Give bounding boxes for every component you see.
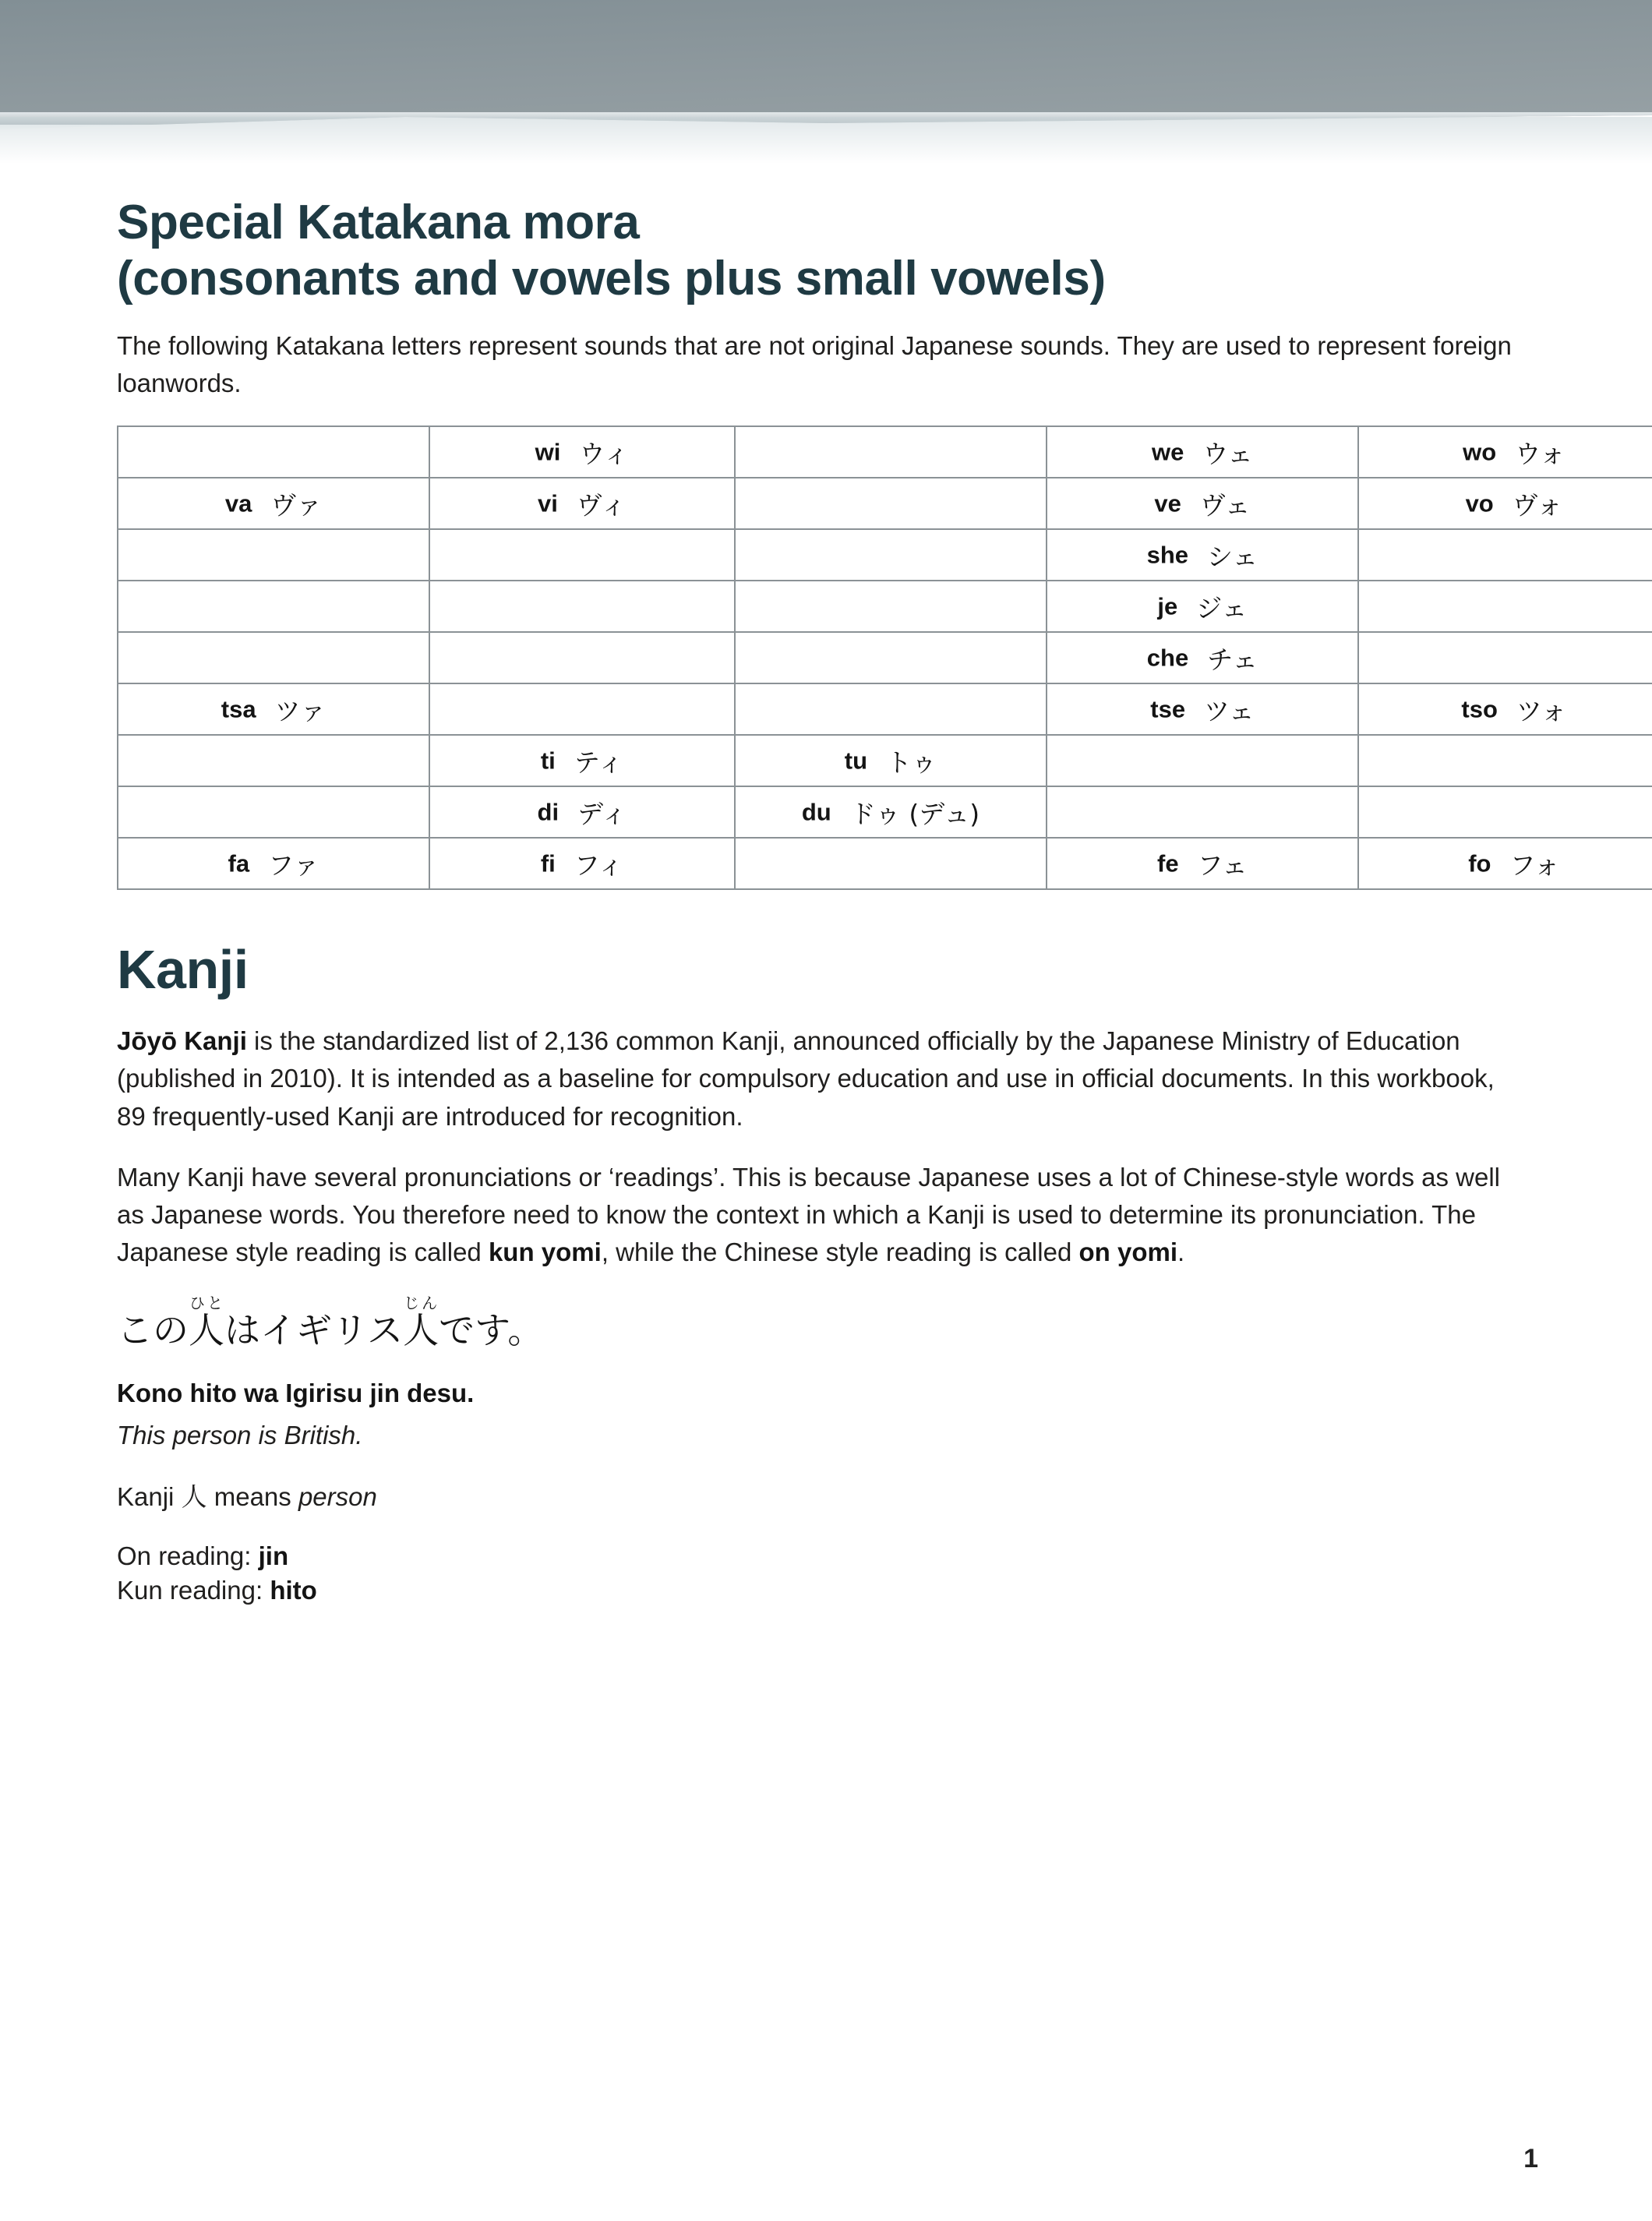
katakana-romaji: tsa <box>221 695 256 723</box>
katakana-cell-empty <box>429 632 735 683</box>
katakana-cell-di <box>429 786 735 838</box>
on-reading-label: On reading: <box>117 1541 259 1570</box>
katakana-romaji: wi <box>535 438 561 466</box>
katakana-glyph: チェ <box>1207 644 1258 675</box>
katakana-romaji: wo <box>1463 438 1497 466</box>
katakana-glyph: ヴェ <box>1199 489 1251 521</box>
katakana-romaji: vi <box>538 489 558 517</box>
table-row <box>118 632 1652 683</box>
kun-reading-label: Kun reading: <box>117 1576 270 1605</box>
table-row <box>118 838 1652 889</box>
katakana-glyph: ヴォ <box>1512 489 1563 521</box>
table-row <box>118 735 1652 786</box>
furigana-hito: ひと <box>189 1294 224 1313</box>
kanji-paragraph-2 <box>117 1159 1527 1272</box>
katakana-cell-content <box>1154 486 1250 522</box>
katakana-glyph: ジェ <box>1196 592 1248 623</box>
katakana-romaji: ve <box>1154 489 1181 517</box>
katakana-cell-fe <box>1047 838 1358 889</box>
katakana-glyph: トゥ <box>886 747 937 778</box>
katakana-cell-tsa <box>118 683 429 735</box>
katakana-cell-content <box>845 743 937 779</box>
katakana-cell-empty <box>118 581 429 632</box>
table-row <box>118 786 1652 838</box>
katakana-cell-ti <box>429 735 735 786</box>
katakana-cell-content <box>1157 846 1248 882</box>
katakana-glyph: ドゥ (デュ) <box>849 798 980 829</box>
kanji-paragraph-2-part-a: Many Kanji have several pronunciations or ‘readings’. This is because Japanese uses a lot of Chinese-style words as well as Japanese words. You therefore need to know the context in which a Kanji is used to determine its pronunciation. The Japanese style reading is called <box>117 1162 1500 1267</box>
kanji-section-heading: Kanji <box>117 939 249 1001</box>
katakana-cell-tso <box>1358 683 1652 735</box>
katakana-glyph: ヴィ <box>576 489 627 521</box>
furigana-jin: じん <box>403 1294 439 1313</box>
table-row <box>118 478 1652 529</box>
katakana-cell-empty <box>735 478 1047 529</box>
katakana-cell-fo <box>1358 838 1652 889</box>
katakana-cell-empty <box>1358 735 1652 786</box>
japanese-example-sentence <box>117 1294 1535 1352</box>
katakana-romaji: fa <box>228 849 250 877</box>
katakana-cell-wi <box>429 426 735 478</box>
katakana-glyph: ウィ <box>579 438 630 469</box>
katakana-glyph: ディ <box>577 798 627 829</box>
page-number: 1 <box>1523 2144 1538 2173</box>
katakana-romaji: di <box>537 798 559 826</box>
katakana-romaji: tso <box>1461 695 1498 723</box>
kun-yomi-term: kun yomi <box>488 1238 602 1267</box>
katakana-cell-empty <box>118 426 429 478</box>
ruby-hito-base: 人 <box>189 1309 224 1352</box>
katakana-cell-empty <box>735 838 1047 889</box>
katakana-cell-content <box>1150 691 1255 728</box>
katakana-cell-content <box>221 691 326 728</box>
katakana-cell-empty <box>1358 786 1652 838</box>
katakana-cell-we <box>1047 426 1358 478</box>
example-romaji: Kono hito wa Igirisu jin desu. <box>117 1379 475 1408</box>
katakana-romaji: du <box>801 798 831 826</box>
katakana-cell-content <box>228 846 319 882</box>
ruby-hito <box>189 1294 224 1352</box>
katakana-cell-empty <box>735 426 1047 478</box>
katakana-glyph: ウェ <box>1202 438 1254 469</box>
katakana-glyph: ツァ <box>274 695 327 726</box>
katakana-romaji: fo <box>1468 849 1491 877</box>
kanji-meaning-word: person <box>298 1481 377 1511</box>
page-title-line-1: Special Katakana mora <box>117 196 640 249</box>
katakana-cell-tse <box>1047 683 1358 735</box>
katakana-glyph: ファ <box>268 849 319 881</box>
katakana-cell-empty <box>429 683 735 735</box>
katakana-cell-wo <box>1358 426 1652 478</box>
ruby-jin <box>403 1294 439 1352</box>
kanji-meaning-line <box>117 1478 1527 1516</box>
katakana-cell-content <box>1463 434 1566 471</box>
katakana-cell-content <box>225 486 322 522</box>
katakana-cell-empty <box>1358 632 1652 683</box>
kanji-meaning-prefix: Kanji <box>117 1481 182 1511</box>
katakana-cell-content <box>1147 640 1258 676</box>
katakana-cell-empty <box>118 735 429 786</box>
katakana-romaji: vo <box>1465 489 1494 517</box>
page-title <box>117 195 1535 307</box>
katakana-cell-empty <box>735 529 1047 581</box>
katakana-cell-empty <box>429 529 735 581</box>
kanji-paragraph-1 <box>117 1022 1527 1135</box>
katakana-cell-content <box>538 794 627 831</box>
katakana-cell-content <box>1461 691 1566 728</box>
kanji-paragraph-1-rest: is the standardized list of 2,136 common Kanji, announced officially by the Japanese Ministry of Education (published in 2010). It is intended as a baseline for compulsory education and use in official documents. In this workbook, 89 frequently-used Kanji are introduced for recognition. <box>117 1026 1495 1131</box>
table-row <box>118 581 1652 632</box>
katakana-cell-ve <box>1047 478 1358 529</box>
katakana-glyph: フェ <box>1197 849 1248 881</box>
joyo-kanji-term: Jōyō Kanji <box>117 1026 247 1056</box>
katakana-cell-content <box>541 846 623 882</box>
kanji-paragraph-2-part-c: . <box>1177 1238 1185 1267</box>
katakana-cell-empty <box>1358 529 1652 581</box>
katakana-cell-du <box>735 786 1047 838</box>
on-reading-value: jin <box>258 1541 289 1570</box>
jp-sentence-part-1: この <box>117 1309 189 1352</box>
katakana-romaji: we <box>1151 438 1184 466</box>
katakana-intro-paragraph: The following Katakana letters represent sounds that are not original Japanese sounds. They are used to represent foreign loanwords. <box>117 330 1512 397</box>
katakana-cell-content <box>535 434 630 471</box>
katakana-cell-che <box>1047 632 1358 683</box>
katakana-cell-content <box>1152 434 1253 471</box>
kanji-meaning-mid: means <box>206 1481 298 1511</box>
katakana-table-body <box>118 426 1652 889</box>
katakana-glyph: ウォ <box>1515 438 1566 469</box>
katakana-romaji: je <box>1157 592 1178 620</box>
table-row <box>118 529 1652 581</box>
katakana-cell-she <box>1047 529 1358 581</box>
katakana-cell-je <box>1047 581 1358 632</box>
katakana-romaji: ti <box>540 747 556 775</box>
katakana-cell-content <box>1468 846 1560 882</box>
page-title-line-2: (consonants and vowels plus small vowels) <box>117 251 1106 305</box>
on-yomi-term: on yomi <box>1078 1238 1177 1267</box>
table-row <box>118 426 1652 478</box>
katakana-cell-fa <box>118 838 429 889</box>
katakana-cell-fi <box>429 838 735 889</box>
katakana-cell-empty <box>1047 786 1358 838</box>
katakana-romaji: che <box>1146 644 1189 672</box>
katakana-cell-content <box>1147 537 1258 574</box>
katakana-glyph: フォ <box>1509 849 1560 881</box>
katakana-cell-va <box>118 478 429 529</box>
katakana-romaji: tse <box>1150 695 1186 723</box>
katakana-romaji: tu <box>844 747 868 775</box>
katakana-glyph: ヴァ <box>270 489 323 521</box>
katakana-cell-empty <box>1047 735 1358 786</box>
kun-reading-value: hito <box>270 1576 317 1605</box>
jp-sentence-part-3: です。 <box>439 1309 544 1352</box>
kanji-paragraph-2-part-b: , while the Chinese style reading is called <box>601 1238 1079 1267</box>
table-row <box>118 683 1652 735</box>
katakana-cell-tu <box>735 735 1047 786</box>
katakana-glyph: シェ <box>1207 541 1258 572</box>
katakana-romaji: she <box>1146 541 1189 569</box>
katakana-cell-empty <box>735 581 1047 632</box>
katakana-cell-empty <box>429 581 735 632</box>
katakana-cell-empty <box>118 632 429 683</box>
katakana-cell-empty <box>118 529 429 581</box>
jp-sentence-part-2: はイギリス <box>224 1309 404 1352</box>
katakana-cell-content <box>538 486 627 522</box>
katakana-glyph: ツォ <box>1516 695 1567 726</box>
katakana-romaji: fi <box>540 849 556 877</box>
katakana-glyph: ティ <box>574 747 624 778</box>
katakana-cell-vi <box>429 478 735 529</box>
katakana-mora-table <box>117 425 1652 890</box>
katakana-cell-content <box>1466 486 1563 522</box>
katakana-cell-empty <box>118 786 429 838</box>
katakana-glyph: フィ <box>574 849 624 881</box>
katakana-romaji: fe <box>1157 849 1179 877</box>
kun-reading-line <box>117 1573 1535 1608</box>
katakana-cell-content <box>1157 588 1247 625</box>
on-reading-line <box>117 1539 1535 1574</box>
katakana-cell-empty <box>1358 581 1652 632</box>
katakana-cell-content <box>802 794 980 831</box>
katakana-romaji: va <box>224 489 252 517</box>
ruby-jin-base: 人 <box>403 1309 439 1352</box>
katakana-cell-empty <box>735 683 1047 735</box>
katakana-cell-content <box>541 743 623 779</box>
katakana-glyph: ツェ <box>1204 695 1255 726</box>
kanji-glyph-person: 人 <box>181 1481 207 1512</box>
katakana-cell-empty <box>735 632 1047 683</box>
example-translation: This person is British. <box>117 1421 363 1450</box>
katakana-cell-vo <box>1358 478 1652 529</box>
